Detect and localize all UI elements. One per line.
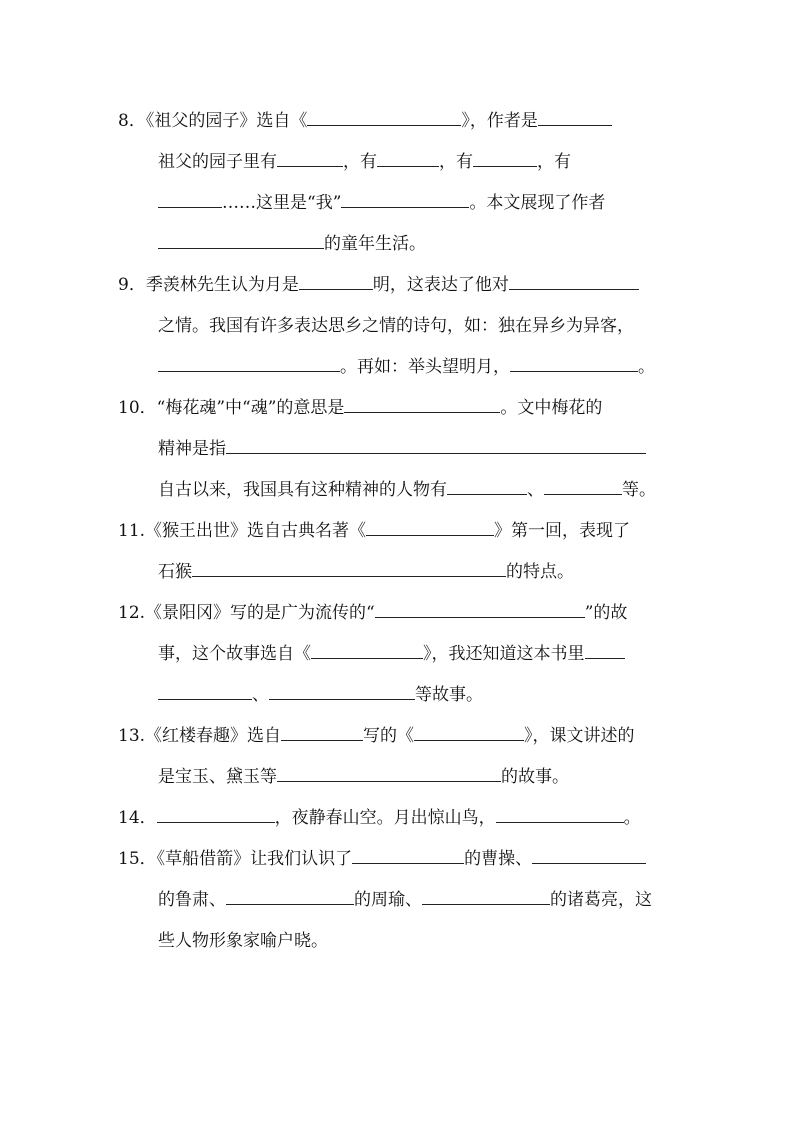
- answer-blank[interactable]: [422, 889, 550, 905]
- answer-blank[interactable]: [192, 561, 506, 577]
- answer-blank[interactable]: [158, 192, 222, 208]
- question-11-line-1: 11.《猴王出世》选自古典名著《 》第一回，表现了: [118, 521, 631, 541]
- answer-blank[interactable]: [473, 151, 537, 167]
- question-12-line-1: 12.《景阳冈》写的是广为流传的“ ”的故: [118, 603, 628, 623]
- answer-blank[interactable]: [281, 725, 363, 741]
- answer-blank[interactable]: [585, 643, 625, 659]
- question-8-line-2: 祖父的园子里有 ，有 ，有 ，有: [158, 152, 571, 172]
- answer-blank[interactable]: [307, 110, 461, 126]
- answer-blank[interactable]: [352, 848, 464, 864]
- answer-blank[interactable]: [544, 479, 622, 495]
- answer-blank[interactable]: [226, 438, 646, 454]
- question-10-line-2: 精神是指: [158, 437, 646, 461]
- answer-blank[interactable]: [226, 889, 354, 905]
- answer-blank[interactable]: [158, 233, 324, 249]
- question-9-line-3: 。再如：举头望明月， 。: [158, 355, 655, 379]
- answer-blank[interactable]: [414, 725, 524, 741]
- answer-blank[interactable]: [377, 151, 439, 167]
- answer-blank[interactable]: [344, 397, 500, 413]
- answer-blank[interactable]: [366, 520, 494, 536]
- answer-blank[interactable]: [509, 274, 639, 290]
- answer-blank[interactable]: [158, 356, 340, 372]
- question-14-line-1: 14． ，夜静春山空。月出惊山鸟， 。: [118, 808, 641, 828]
- question-9-line-1: 9．季羡林先生认为月是 明，这表达了他对: [118, 273, 639, 297]
- answer-blank[interactable]: [375, 602, 585, 618]
- answer-blank[interactable]: [532, 848, 646, 864]
- answer-blank[interactable]: [157, 807, 275, 823]
- question-15-line-1: 15．《草船借箭》让我们认识了 的曹操、: [118, 847, 646, 871]
- question-8-line-3: ……这里是“我” 。本文展现了作者: [158, 191, 605, 215]
- question-8-line-4: 的童年生活。: [158, 232, 426, 256]
- answer-blank[interactable]: [311, 643, 423, 659]
- question-9-line-2: 之情。我国有许多表达思乡之情的诗句，如：独在异乡为异客，: [158, 316, 634, 336]
- question-11-line-2: 石猴 的特点。: [158, 562, 574, 582]
- answer-blank[interactable]: [269, 684, 415, 700]
- question-15-line-2: 的鲁肃、 的周瑜、 的诸葛亮，这: [158, 890, 652, 910]
- answer-blank[interactable]: [447, 479, 527, 495]
- answer-blank[interactable]: [538, 110, 612, 126]
- question-10-line-3: 自古以来，我国具有这种精神的人物有 、 等。: [158, 480, 656, 500]
- answer-blank[interactable]: [496, 807, 624, 823]
- question-13-line-2: 是宝玉、黛玉等 的故事。: [158, 767, 569, 787]
- answer-blank[interactable]: [299, 274, 373, 290]
- answer-blank[interactable]: [158, 684, 252, 700]
- question-13-line-1: 13.《红楼春趣》选自 写的《 》，课文讲述的: [118, 726, 635, 746]
- question-12-line-3: 、 等故事。: [158, 683, 483, 707]
- answer-blank[interactable]: [510, 356, 638, 372]
- answer-blank[interactable]: [277, 151, 343, 167]
- answer-blank[interactable]: [277, 766, 501, 782]
- question-8-line-1: 8．《祖父的园子》选自《 》，作者是: [118, 109, 612, 133]
- question-10-line-1: 10．“梅花魂”中“魂”的意思是 。文中梅花的: [118, 398, 603, 418]
- answer-blank[interactable]: [341, 192, 469, 208]
- question-15-line-3: 些人物形象家喻户晓。: [158, 931, 328, 951]
- question-12-line-2: 事，这个故事选自《 》，我还知道这本书里: [158, 642, 625, 666]
